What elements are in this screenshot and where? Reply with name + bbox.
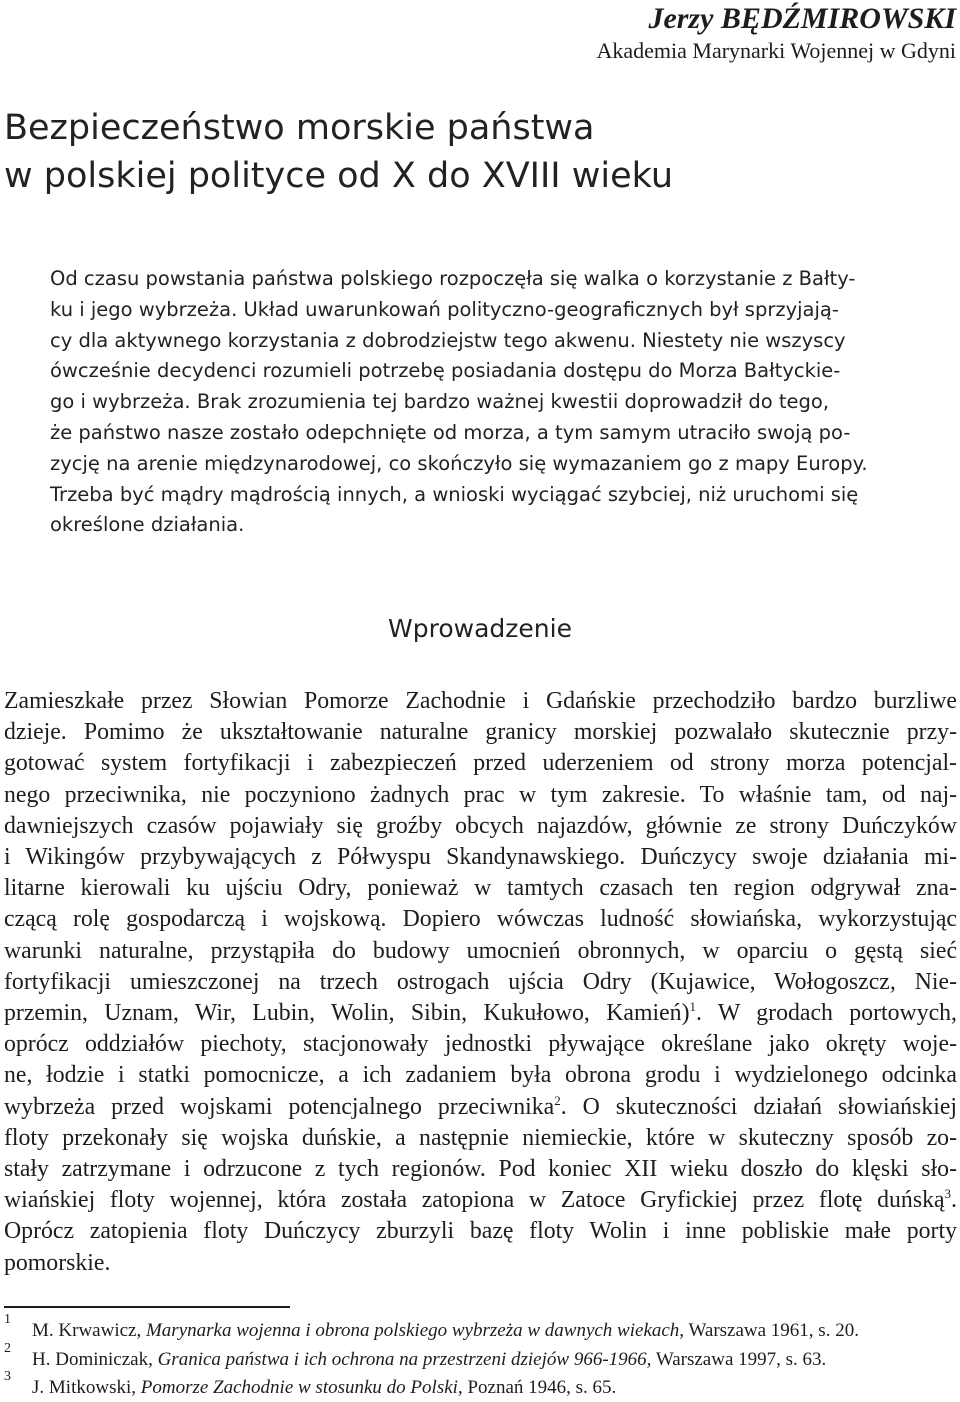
footnote-reference[interactable]: 3 — [944, 1186, 952, 1202]
body-line-text: Zamieszkałe przez Słowian Pomorze Zachodnie i Gdańskie przechodziło bardzo burzliwe — [4, 688, 957, 714]
footnote-author: H. Dominiczak, — [32, 1348, 158, 1370]
body-line-text: litarne kierowali ku ujściu Odry, ponieważ w tamtych czasach ten region odgrywał zna- — [4, 875, 957, 902]
body-line-text: oprócz oddziałów piechoty, stacjonowały jednostki pływające określane jako okręty woje- — [4, 1031, 957, 1058]
footnote-work-title: Granica państwa i ich ochrona na przestrzeni dziejów 966-1966, — [157, 1348, 652, 1370]
footnote-publication: Poznań 1946, s. 65. — [462, 1377, 617, 1398]
body-line-text: dzieje. Pomimo że ukształtowanie naturalne granicy morskiej pozwalało skutecznie przy- — [4, 719, 957, 746]
body-text — [4, 686, 957, 1279]
body-line-text: pomorskie. — [4, 1249, 111, 1276]
body-line — [4, 1185, 957, 1216]
body-line-text: Oprócz zatopienia floty Duńczycy zburzyli bazę floty Wolin i inne pobliskie małe porty — [4, 1218, 957, 1245]
footnote-number: 3 — [4, 1369, 11, 1384]
body-line-text: floty przekonały się wojska duńskie, a następnie niemieckie, które w skuteczny sposób zo- — [4, 1124, 957, 1151]
body-line — [4, 998, 957, 1029]
abstract-line: ówcześnie decydenci rozumieli potrzebę posiadania dostępu do Morza Bałtyckie- — [50, 359, 841, 383]
abstract-line: że państwo nasze zostało odepchnięte od morza, a tym samym utraciło swoją po- — [50, 420, 851, 444]
footnote-number: 1 — [4, 1312, 11, 1327]
title-line: w polskiej polityce od X do XVIII wieku — [4, 156, 674, 196]
footnote-work-title: Marynarka wojenna i obrona polskiego wybrzeża w dawnych wiekach, — [145, 1320, 685, 1341]
body-line — [4, 748, 957, 779]
author-block — [596, 0, 956, 64]
footnote-publication: Warszawa 1961, s. 20. — [684, 1320, 859, 1341]
body-line — [4, 904, 957, 935]
body-line-text: wiańskiej floty wojennej, która została zatopiona w Zatoce Gryfickiej przez flotę duńską — [4, 1187, 945, 1214]
abstract-line: go i wybrzeża. Brak zrozumienia tej bardzo ważnej kwestii doprowadził do tego, — [50, 390, 830, 414]
footnote-separator — [4, 1306, 290, 1308]
author-name: Jerzy BĘDŹMIROWSKI — [648, 2, 956, 35]
body-line-text: . O skuteczności działań słowiańskiej — [560, 1093, 958, 1120]
body-line — [4, 1216, 957, 1247]
abstract-line: zycję na arenie międzynarodowej, co skończyło się wymazaniem go z mapy Europy. — [50, 451, 868, 475]
article-title — [4, 104, 673, 200]
abstract-line: Trzeba być mądry mądrością innych, a wnioski wyciągać szybciej, niż uruchomi się — [50, 482, 859, 506]
body-line-text: . — [951, 1187, 957, 1214]
body-line-text: . W grodach portowych, — [696, 1000, 958, 1027]
footnote-author: J. Mitkowski, — [32, 1377, 141, 1398]
title-line: Bezpieczeństwo morskie państwa — [4, 108, 595, 148]
abstract — [50, 264, 920, 541]
body-line — [4, 1060, 957, 1091]
body-line — [4, 780, 957, 811]
body-line-text: fortyfikacji umieszczonej na trzech ostrogach ujścia Odry (Kujawice, Wołogoszcz, Nie- — [4, 968, 957, 995]
body-line-text: przemin, Uznam, Wir, Lubin, Wolin, Sibin, Kukułowo, Kamień) — [4, 1000, 690, 1027]
body-line-text: gotować system fortyfikacji i zabezpieczeń przed uderzeniem od strony morza potencjal- — [4, 750, 957, 777]
body-line — [4, 873, 957, 904]
footnote-work-title: Pomorze Zachodnie w stosunku do Polski, — [140, 1377, 463, 1398]
body-line — [4, 1029, 957, 1060]
author-institution: Akademia Marynarki Wojennej w Gdyni — [596, 38, 956, 63]
body-line — [4, 936, 957, 967]
footnote-reference[interactable]: 1 — [689, 999, 696, 1015]
footnote-text — [32, 1320, 859, 1342]
body-line — [4, 1123, 957, 1154]
body-line — [4, 717, 957, 748]
body-line-text: nego przeciwnika, nie poczyniono żadnych prac w tym zakresie. To właśnie tam, od naj- — [4, 781, 957, 808]
body-line — [4, 811, 957, 842]
body-line — [4, 1154, 957, 1185]
abstract-line: określone działania. — [50, 513, 245, 537]
footnote-author: M. Krwawicz, — [32, 1320, 146, 1341]
body-line — [4, 1092, 957, 1123]
body-line — [4, 842, 957, 873]
footnote-publication: Warszawa 1997, s. 63. — [651, 1348, 827, 1370]
body-line-text: i Wikingów przybywających z Półwyspu Skandynawskiego. Duńczycy swoje działania mi- — [4, 844, 957, 871]
body-line-text: czącą rolę gospodarczą i wojskową. Dopiero wówczas ludność słowiańska, wykorzystując — [4, 906, 957, 933]
body-line-text: dawniejszych czasów pojawiały się groźby obcych najazdów, głównie ze strony Duńczyków — [4, 812, 957, 839]
body-line — [4, 967, 957, 998]
body-line-text: ne, łodzie i statki pomocnicze, a ich zadaniem była obrona grodu i wydzielonego odcinka — [4, 1062, 957, 1089]
body-line — [4, 686, 957, 717]
body-line — [4, 1248, 957, 1279]
body-line-text: warunki naturalne, przystąpiła do budowy umocnień obronnych, w oparciu o gęstą sieć — [4, 937, 957, 964]
footnote-reference[interactable]: 2 — [554, 1092, 561, 1108]
footnote-text — [32, 1349, 826, 1371]
abstract-line: Od czasu powstania państwa polskiego rozpoczęła się walka o korzystanie z Bałty- — [50, 267, 856, 290]
abstract-line: ku i jego wybrzeża. Układ uwarunkowań polityczno-geograficznych był sprzyjają- — [50, 297, 839, 321]
footnote-number: 2 — [4, 1340, 11, 1356]
section-heading: Wprowadzenie — [388, 614, 572, 643]
footnote-text — [32, 1377, 616, 1399]
body-line-text: wybrzeża przed wojskami potencjalnego przeciwnika — [4, 1093, 555, 1120]
abstract-line: cy dla aktywnego korzystania z dobrodziejstw tego akwenu. Niestety nie wszyscy — [50, 328, 846, 352]
body-line-text: stały zatrzymane i odrzucone z tych regionów. Pod koniec XII wieku doszło do klęski sło- — [4, 1156, 957, 1183]
